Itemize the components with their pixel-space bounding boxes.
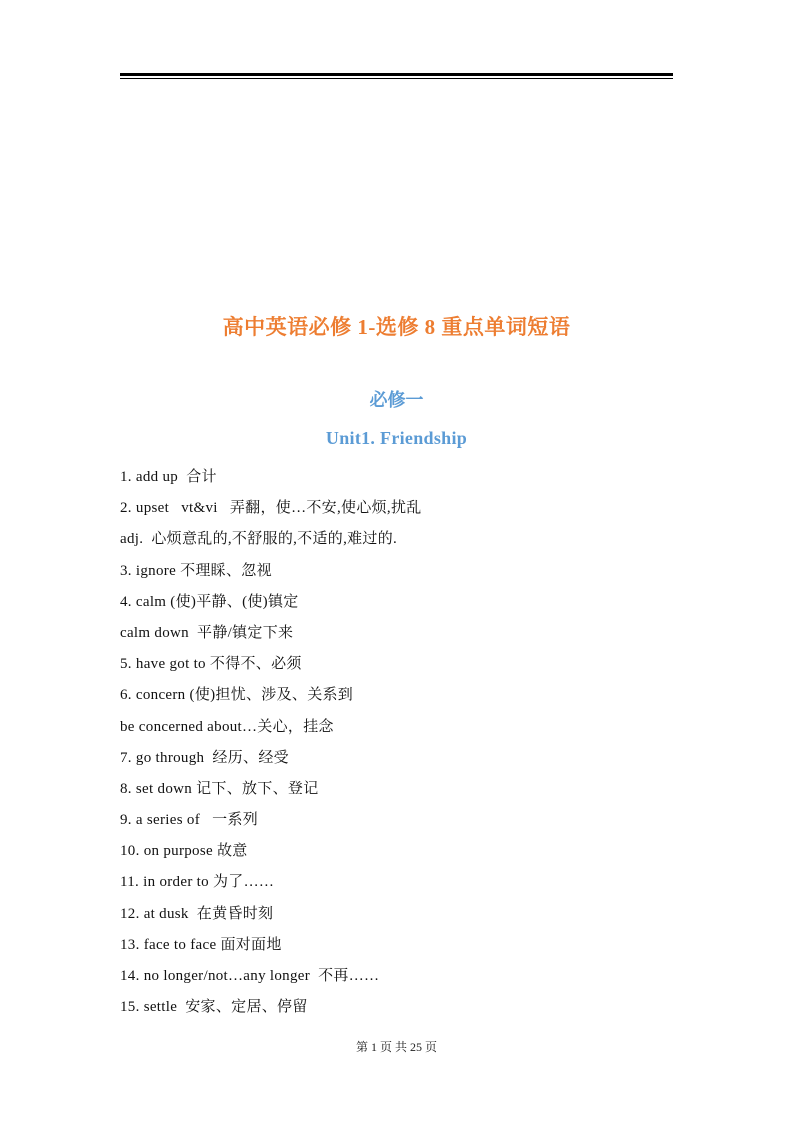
vocab-line: 6. concern (使)担忧、涉及、关系到 (120, 687, 354, 704)
vocab-line: adj. 心烦意乱的,不舒服的,不适的,难过的. (120, 531, 398, 548)
vocab-line: 7. go through 经历、经受 (120, 749, 289, 766)
page-number-footer: 第 1 页 共 25 页 (355, 1040, 437, 1054)
vocab-line: 15. settle 安家、定居、停留 (120, 999, 308, 1016)
vocab-line: 10. on purpose 故意 (120, 843, 248, 860)
vocab-line: 11. in order to 为了…… (120, 874, 275, 891)
vocab-line: 9. a series of 一系列 (120, 812, 259, 829)
vocab-line: 12. at dusk 在黄昏时刻 (120, 905, 274, 922)
vocab-line: 13. face to face 面对面地 (120, 936, 282, 953)
header-rule-thin (120, 78, 673, 79)
vocab-line: 3. ignore 不理睬、忽视 (120, 562, 272, 579)
vocab-line: 8. set down 记下、放下、登记 (120, 780, 319, 797)
section-heading: 必修一 (369, 390, 424, 410)
vocab-line: 14. no longer/not…any longer 不再…… (120, 968, 380, 984)
vocab-line: 4. calm (使)平静、(使)镇定 (120, 593, 299, 610)
vocab-line: be concerned about…关心，挂念 (120, 718, 334, 735)
vocab-line: 2. upset vt&vi 弄翻，使…不安,使心烦,扰乱 (120, 500, 422, 517)
vocab-line: 5. have got to 不得不、必须 (120, 656, 302, 673)
vocab-line: 1. add up 合计 (120, 469, 217, 485)
unit-heading: Unit1. Friendship (325, 428, 468, 448)
vocab-line: calm down 平静/镇定下来 (120, 624, 294, 641)
vocabulary-list (120, 466, 680, 1027)
document-title: 高中英语必修 1-选修 8 重点单词短语 (222, 315, 571, 339)
header-rule-thick (120, 73, 673, 76)
